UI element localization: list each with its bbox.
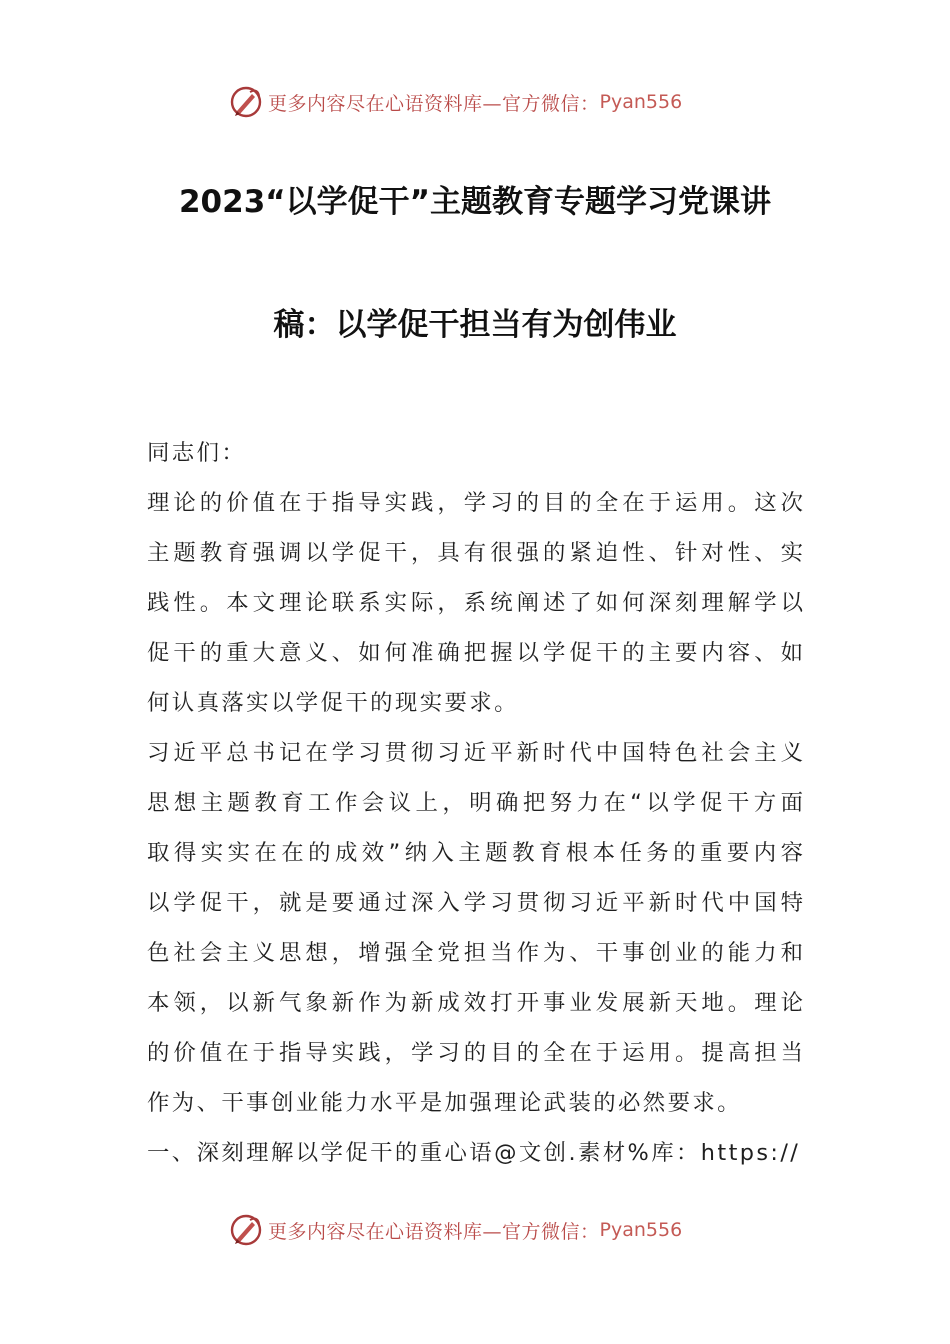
- body-line: 思想主题教育工作会议上，明确把努力在“以学促干方面: [147, 790, 803, 816]
- salutation: 同志们：: [147, 440, 247, 466]
- header-wechat-id: Pyan556: [599, 91, 683, 113]
- footer-banner: [228, 1210, 682, 1250]
- footer-wechat-id: Pyan556: [599, 1219, 683, 1241]
- pen-logo-icon: [228, 1212, 264, 1248]
- body-line: 促干的重大意义、如何准确把握以学促干的主要内容、如: [147, 640, 803, 666]
- body-line: 本领，以新气象新作为新成效打开事业发展新天地。理论: [147, 990, 803, 1016]
- footer-banner-text: 更多内容尽在心语资料库—官方微信：: [268, 1220, 600, 1243]
- document-title-line-1: 2023“以学促干”主题教育专题学习党课讲: [178, 184, 772, 220]
- document-title-line-2: 稿：以学促干担当有为创伟业: [273, 307, 677, 343]
- body-line: 以学促干，就是要通过深入学习贯彻习近平新时代中国特: [147, 890, 803, 916]
- header-banner-text: 更多内容尽在心语资料库—官方微信：: [268, 92, 600, 115]
- body-line: 主题教育强调以学促干，具有很强的紧迫性、针对性、实: [147, 540, 803, 566]
- document-body: [147, 428, 803, 1178]
- body-line: 理论的价值在于指导实践，学习的目的全在于运用。这次: [147, 490, 803, 516]
- body-line: 色社会主义思想，增强全党担当作为、干事创业的能力和: [147, 940, 803, 966]
- header-banner: [228, 82, 682, 122]
- pen-logo-icon: [228, 84, 264, 120]
- body-line: 作为、干事创业能力水平是加强理论武装的必然要求。: [147, 1090, 742, 1116]
- body-line: 取得实实在在的成效”纳入主题教育根本任务的重要内容: [147, 840, 803, 866]
- body-line: 践性。本文理论联系实际，系统阐述了如何深刻理解学以: [147, 590, 803, 616]
- body-line: 的价值在于指导实践，学习的目的全在于运用。提高担当: [147, 1040, 803, 1066]
- section-heading: 一、深刻理解以学促干的重心语@文创.素材%库：https://: [147, 1140, 801, 1166]
- body-line: 何认真落实以学促干的现实要求。: [147, 690, 519, 716]
- body-line: 习近平总书记在学习贯彻习近平新时代中国特色社会主义: [147, 740, 803, 766]
